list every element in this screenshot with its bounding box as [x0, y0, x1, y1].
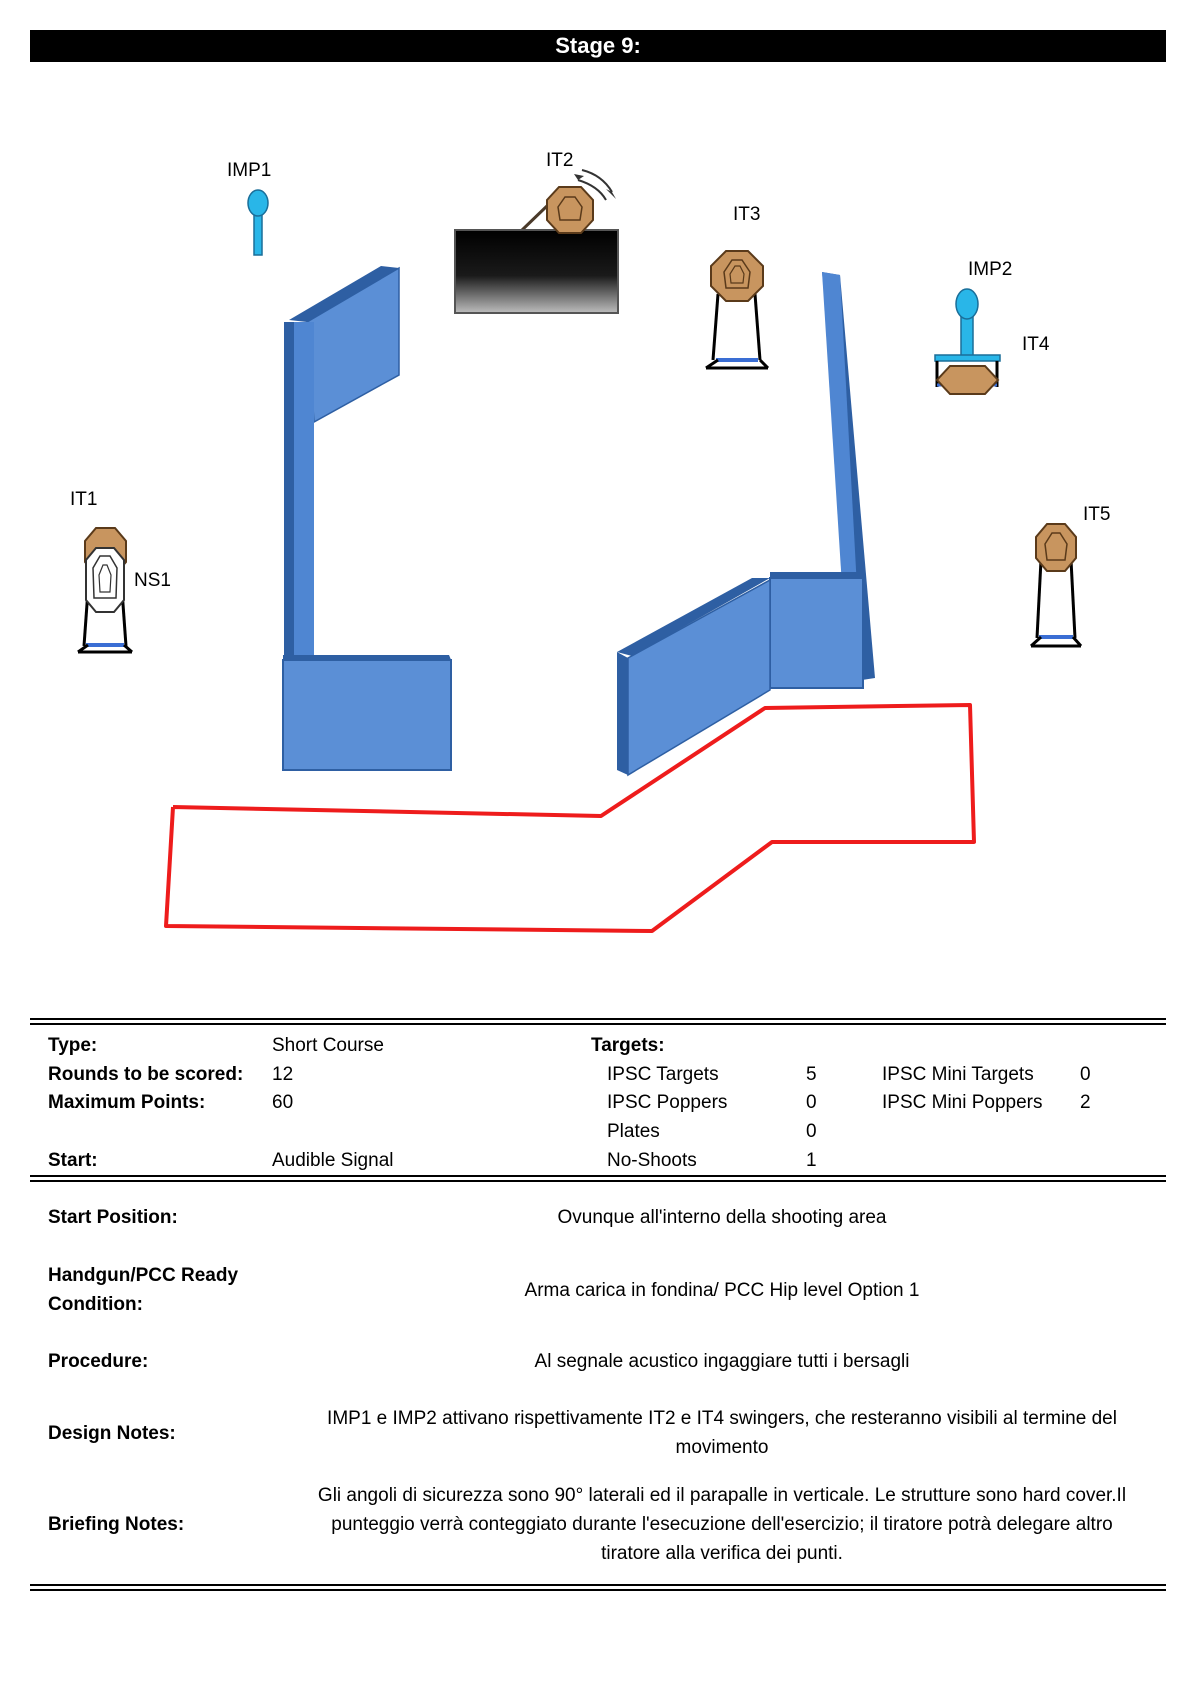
- label-it2: IT2: [546, 150, 574, 171]
- target-name: IPSC Poppers: [607, 1092, 728, 1113]
- type-value: Short Course: [272, 1035, 384, 1056]
- target-name: Plates: [607, 1121, 660, 1142]
- top-rule: [30, 1018, 1166, 1025]
- target-count: 5: [806, 1064, 817, 1085]
- start-label: Start:: [48, 1150, 98, 1171]
- left-wall-structure: [283, 266, 452, 770]
- ns1-no-shoot-target-icon: [86, 548, 124, 612]
- briefing-table: [30, 1182, 1166, 1576]
- mini-target-name: IPSC Mini Targets: [882, 1064, 1034, 1085]
- target-count: 0: [806, 1092, 817, 1113]
- briefing-notes-line: punteggio verrà conteggiato durante l'esecuzione dell'esercizio; il tiratore potrà delegare altro: [331, 1513, 1113, 1535]
- imp2-mini-popper-icon: [956, 289, 978, 358]
- briefing-notes-line: Gli angoli di sicurezza sono 90° laterali ed il parapalle in verticale. Le strutture sono hard cover.Il: [317, 1484, 1127, 1506]
- mini-target-name: IPSC Mini Poppers: [882, 1092, 1043, 1113]
- mini-target-count: 0: [1080, 1064, 1091, 1085]
- ready-condition-label: [30, 1261, 278, 1319]
- target-count: 1: [806, 1150, 817, 1171]
- briefing-notes-line: tiratore alla verifica dei punti.: [601, 1542, 843, 1564]
- stage-title-bar: [30, 30, 1166, 62]
- procedure-row: [30, 1328, 1166, 1394]
- ready-condition-row: [30, 1252, 1166, 1328]
- design-notes-row: [30, 1394, 1166, 1472]
- label-imp2: IMP2: [968, 259, 1013, 280]
- bottom-rule: [30, 1584, 1166, 1591]
- stage-info: [30, 1018, 1166, 1591]
- label-it4: IT4: [1022, 334, 1050, 355]
- rounds-label: Rounds to be scored:: [48, 1064, 244, 1085]
- ready-condition-value: Arma carica in fondina/ PCC Hip level Option 1: [524, 1279, 920, 1301]
- procedure-label: Procedure:: [48, 1350, 149, 1372]
- target-count: 0: [806, 1121, 817, 1142]
- points-label: Maximum Points:: [48, 1092, 206, 1113]
- type-label: Type:: [48, 1035, 98, 1056]
- rounds-value: 12: [272, 1064, 294, 1085]
- start-position-value: Ovunque all'interno della shooting area: [557, 1206, 887, 1228]
- design-notes-label: Design Notes:: [48, 1422, 176, 1444]
- target-name: No-Shoots: [607, 1150, 697, 1171]
- it5-paper-target-icon: [1031, 524, 1081, 646]
- label-ns1: NS1: [134, 570, 171, 591]
- briefing-notes-value: [278, 1481, 1166, 1568]
- design-notes-line: IMP1 e IMP2 attivano rispettivamente IT2 e IT4 swingers, che resteranno visibili al termine del: [327, 1408, 1117, 1429]
- it2-swinger-target-icon: [455, 187, 618, 313]
- specs-table: [30, 1025, 1166, 1175]
- mid-rule: [30, 1175, 1166, 1182]
- it4-swinger-target-icon: [935, 355, 1000, 394]
- label-it1: IT1: [70, 489, 98, 510]
- design-notes-value: [278, 1404, 1166, 1462]
- design-notes-line: movimento: [675, 1437, 769, 1458]
- mini-target-count: 2: [1080, 1092, 1091, 1113]
- points-value: 60: [272, 1092, 294, 1113]
- right-wall-structure: [617, 272, 875, 775]
- target-name: IPSC Targets: [607, 1064, 719, 1085]
- it3-paper-target-icon: [706, 251, 768, 368]
- ready-label-line: Condition:: [48, 1294, 143, 1315]
- targets-label: Targets:: [591, 1035, 665, 1056]
- ready-label-line: Handgun/PCC Ready: [48, 1265, 239, 1286]
- stage-diagram: [0, 70, 1191, 1010]
- procedure-value: Al segnale acustico ingaggiare tutti i bersagli: [534, 1350, 910, 1372]
- label-imp1: IMP1: [227, 160, 272, 181]
- stage-title: Stage 9:: [555, 33, 641, 58]
- briefing-notes-row: [30, 1472, 1166, 1576]
- label-it3: IT3: [733, 204, 761, 225]
- start-position-row: [30, 1182, 1166, 1252]
- start-position-label: Start Position:: [48, 1206, 178, 1228]
- imp1-mini-popper-icon: [248, 190, 268, 255]
- briefing-notes-label: Briefing Notes:: [48, 1513, 185, 1535]
- label-it5: IT5: [1083, 504, 1111, 525]
- start-value: Audible Signal: [272, 1150, 394, 1171]
